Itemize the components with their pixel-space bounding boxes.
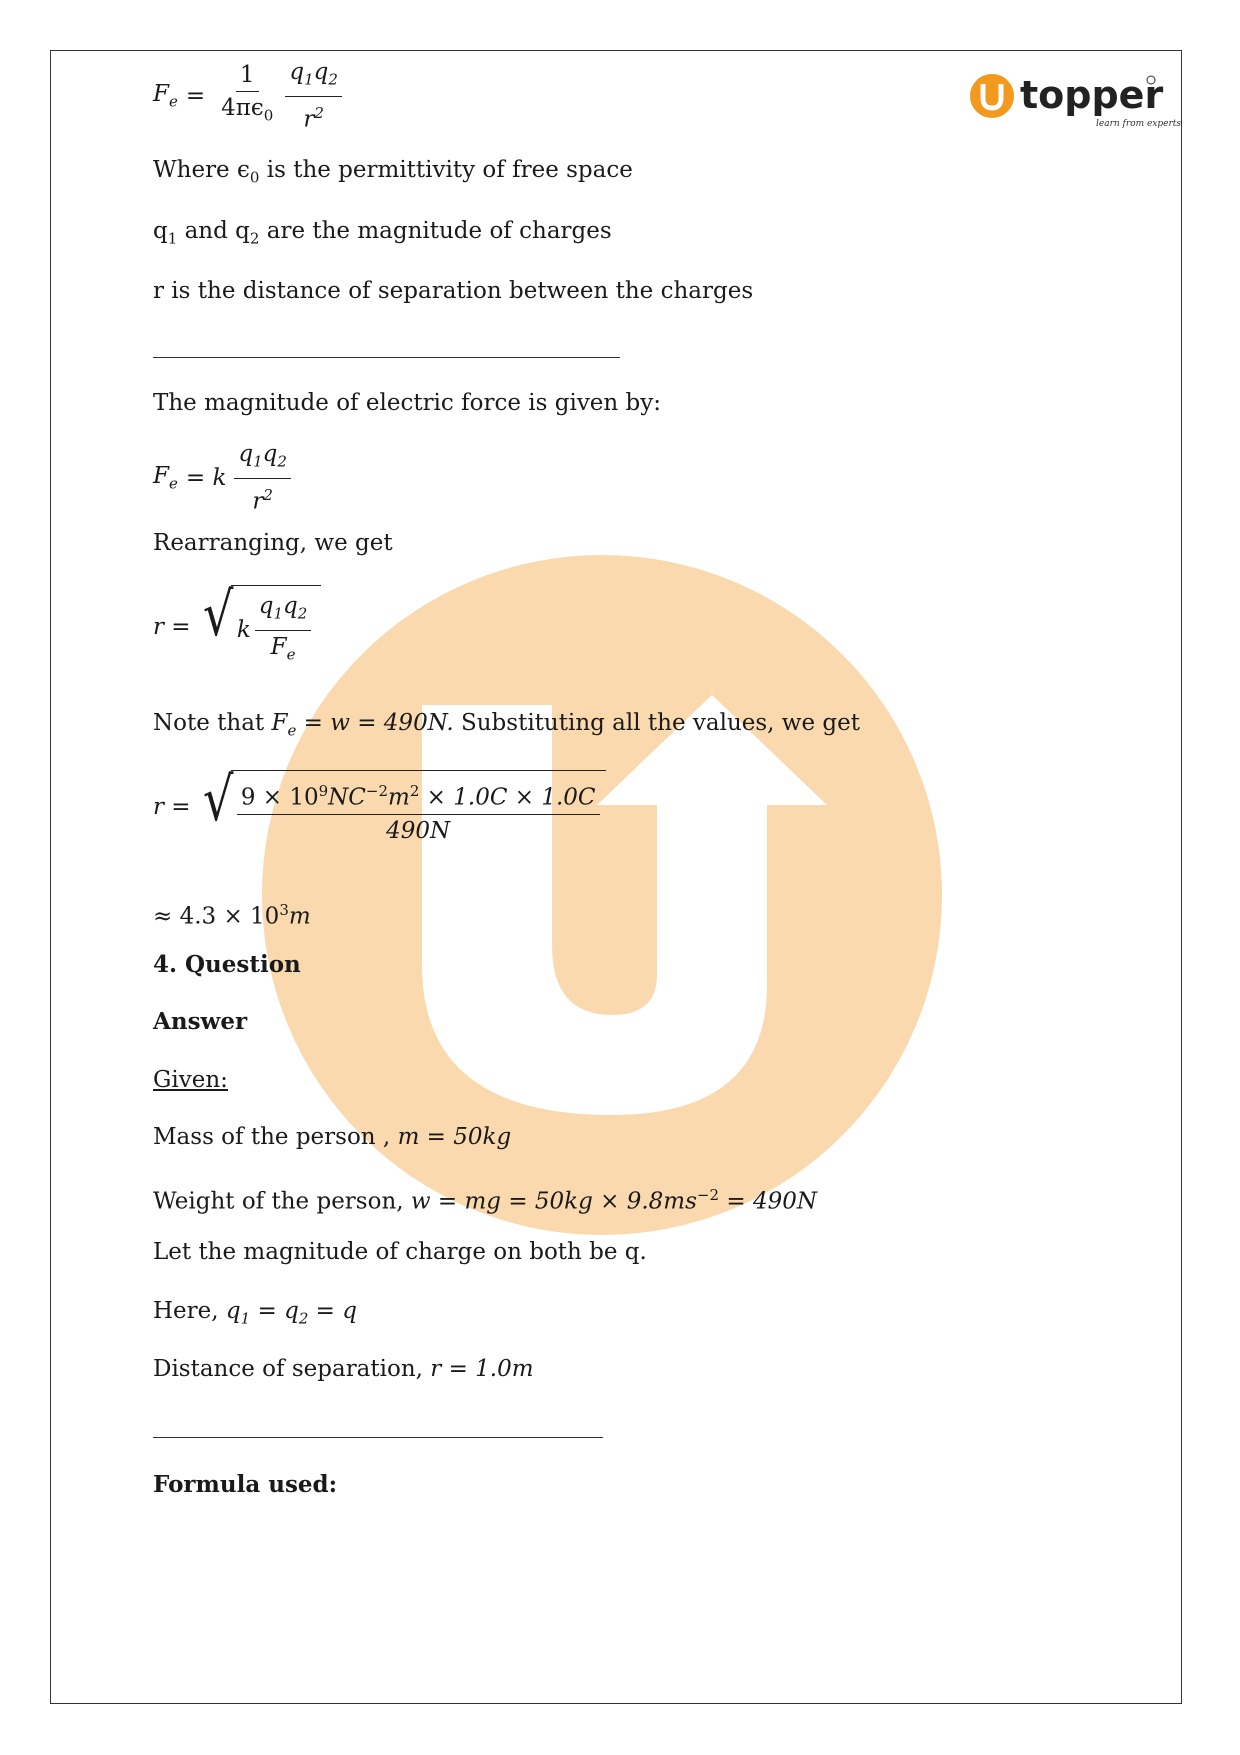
- charges-text: $q_1$ and $q_2$ are the magnitude of charges: [153, 218, 612, 248]
- distance-text: Distance of separation, r = 1.0m: [153, 1356, 534, 1382]
- magnitude-text: The magnitude of electric force is given by:: [153, 390, 662, 416]
- topper-logo: [968, 70, 1182, 134]
- charge-text: Let the magnitude of charge on both be q.: [153, 1239, 647, 1265]
- answer-heading: Answer: [153, 1008, 248, 1035]
- given-heading: Given:: [153, 1067, 228, 1093]
- question-heading: 4. Question: [153, 951, 301, 978]
- coulomb-formula: $F_e$ = $\frac{1}{4\pi\epsilon_0}$ $\frac{q_1q_2}{r^2}$: [153, 58, 346, 133]
- topper-logo-icon: [968, 70, 1182, 134]
- distance-definition: r is the distance of separation between the charges: [153, 278, 754, 304]
- divider: [153, 1437, 603, 1438]
- formula-used-heading: Formula used:: [153, 1471, 338, 1498]
- logo-tagline: learn from experts: [1096, 119, 1182, 129]
- substitution-formula: r = √ $\frac{9 \times 10^9NC^{-2}m^2 \times 1.0C \times 1.0C}{490N}$: [153, 770, 606, 845]
- result-text: ≈ $4.3 \times 10^3m$: [153, 901, 311, 930]
- here-text: Here, $q_1 = q_2 = q$: [153, 1298, 357, 1328]
- force-formula: $F_e$ = k $\frac{q_1q_2}{r^2}$: [153, 440, 295, 515]
- weight-text: Weight of the person, w = mg = $50kg \times 9.8ms^{-2} = 490N$: [153, 1186, 817, 1215]
- logo-wordmark: topper: [1020, 73, 1164, 117]
- distance-formula: r = √ k $\frac{q_1q_2}{F_e}$: [153, 585, 321, 668]
- divider: [153, 357, 620, 358]
- permittivity-text: Where $\epsilon_0$ is the permittivity of free space: [153, 157, 633, 187]
- mass-text: Mass of the person , m = 50kg: [153, 1124, 512, 1150]
- note-text: Note that $F_e = w = 490N$. Substituting all the values, we get: [153, 710, 860, 740]
- rearranging-text: Rearranging, we get: [153, 530, 393, 556]
